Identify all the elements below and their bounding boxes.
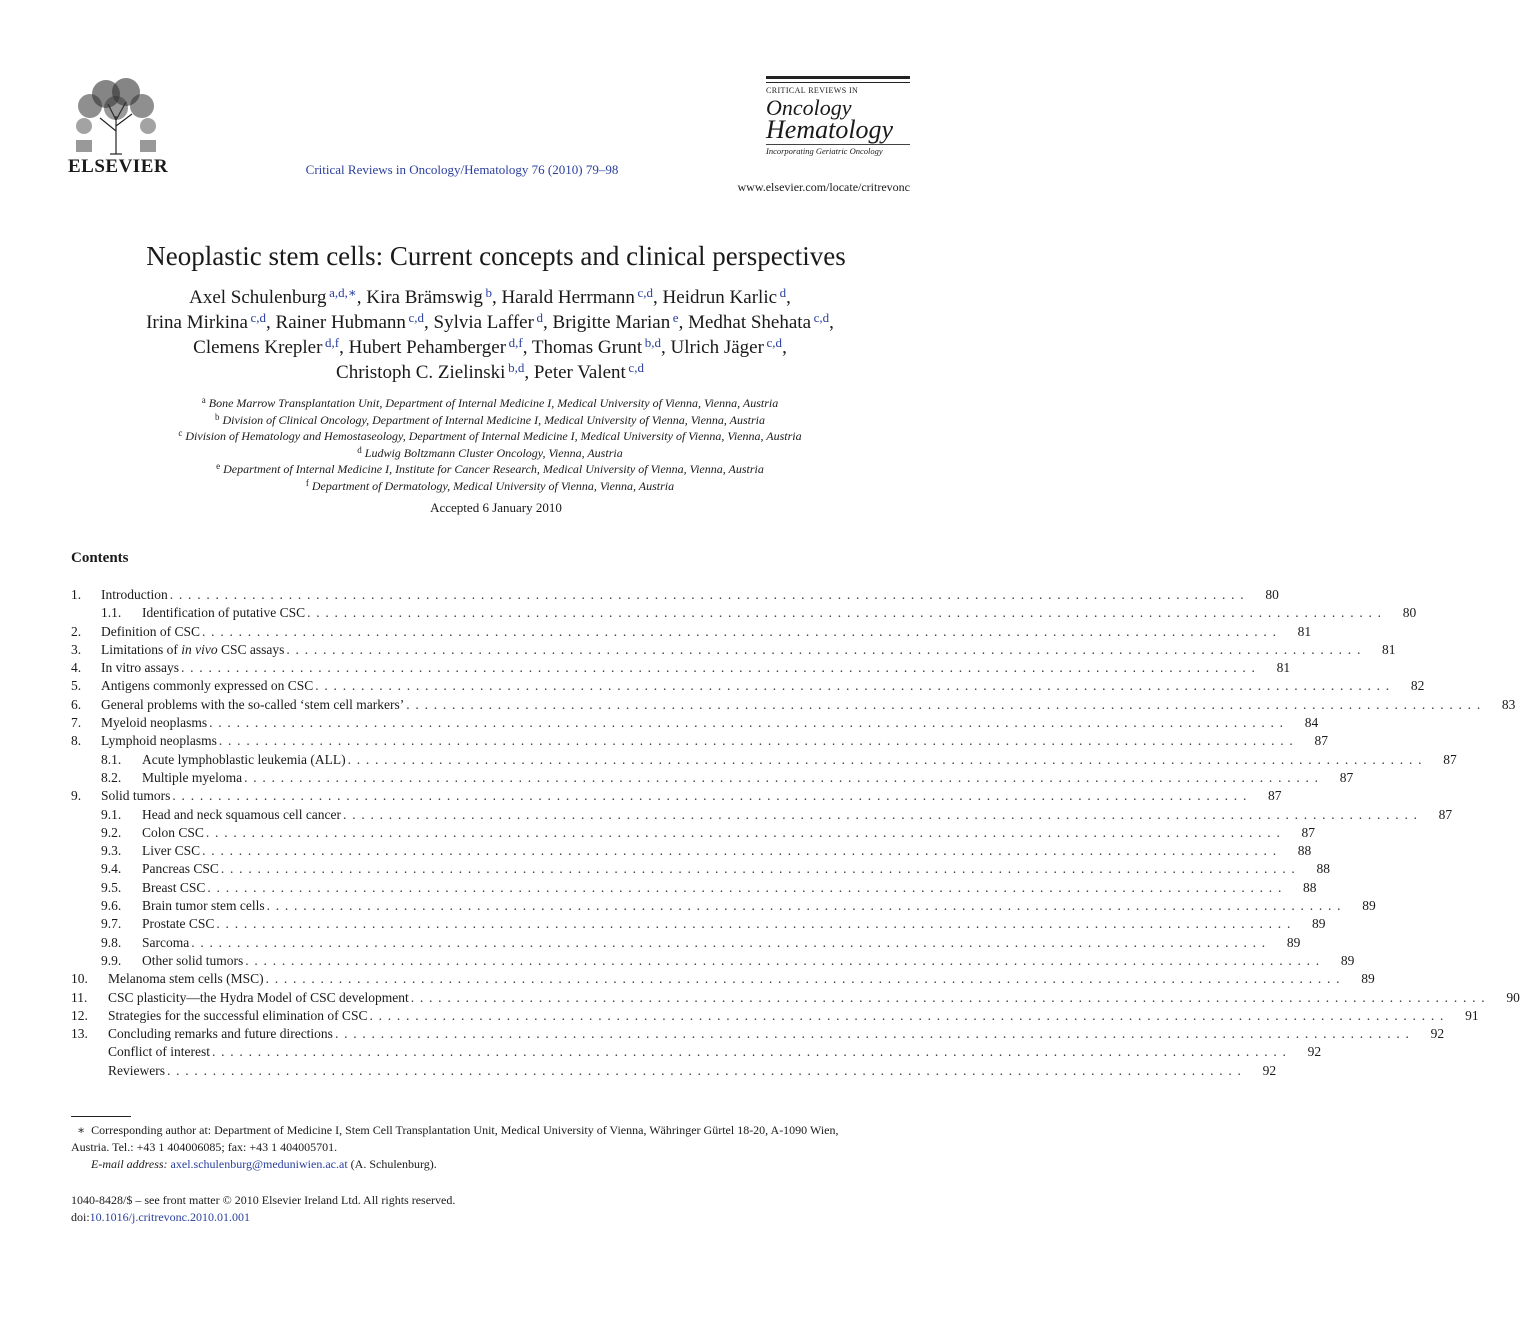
elsevier-tree-icon [70,76,162,156]
toc-page-number: 87 [1268,788,1282,804]
toc-leader-dots: . . . . . . . . . . . . . . . . . . . . . . . . . . . . . . . . . . . . . . . . . . . . . . . . . . . . . . . . . . . . . . . . . . . . . . . . . . . . . . . . . . . . . . . . . . . . . . . . . . . . . . . . . . . . . . . . . . . . . . [410,989,1486,1005]
author-affiliation-marks[interactable]: d,f [506,335,523,350]
toc-title: Prostate CSC [142,916,215,932]
toc-number: 13. [71,1026,88,1042]
toc-number: 9.6. [101,898,122,914]
toc-page-number: 88 [1303,879,1317,895]
toc-page-number: 80 [1265,587,1279,602]
toc-subsection[interactable] [71,860,1330,878]
toc-leader-dots: . . . . . . . . . . . . . . . . . . . . . . . . . . . . . . . . . . . . . . . . . . . . . . . . . . . . . . . . . . . . . . . . . . . . . . . . . . . . . . . . . . . . . . . . . . . . . . . . . . . . . . . . . . . . . . . . . . . . . . [211,1044,1288,1060]
affiliation-text: Ludwig Boltzmann Cluster Oncology, Vienna, Austria [361,445,623,460]
toc-leader-dots: . . . . . . . . . . . . . . . . . . . . . . . . . . . . . . . . . . . . . . . . . . . . . . . . . . . . . . . . . . . . . . . . . . . . . . . . . . . . . . . . . . . . . . . . . . . . . . . . . . . . . . . . . . . . . . . . . . . . . . [307,605,1383,621]
toc-number: 8. [71,733,82,749]
author [189,287,357,308]
toc-leader-dots: . . . . . . . . . . . . . . . . . . . . . . . . . . . . . . . . . . . . . . . . . . . . . . . . . . . . . . . . . . . . . . . . . . . . . . . . . . . . . . . . . . . . . . . . . . . . . . . . . . . . . . . . . . . . . . . . . . . . . . [172,788,1248,804]
author-name: Peter Valent [533,362,626,383]
toc-leader-dots: . . . . . . . . . . . . . . . . . . . . . . . . . . . . . . . . . . . . . . . . . . . . . . . . . . . . . . . . . . . . . . . . . . . . . . . . . . . . . . . . . . . . . . . . . . . . . . . . . . . . . . . . . . . . . . . . . . . . . . [286,641,1362,657]
toc-number: 7. [71,715,82,731]
toc-leader-dots: . . . . . . . . . . . . . . . . . . . . . . . . . . . . . . . . . . . . . . . . . . . . . . . . . . . . . . . . . . . . . . . . . . . . . . . . . . . . . . . . . . . . . . . . . . . . . . . . . . . . . . . . . . . . . . . . . . . . . . [406,696,1482,712]
toc-title: Strategies for the successful elimination of CSC [108,1007,368,1023]
toc-leader-dots: . . . . . . . . . . . . . . . . . . . . . . . . . . . . . . . . . . . . . . . . . . . . . . . . . . . . . . . . . . . . . . . . . . . . . . . . . . . . . . . . . . . . . . . . . . . . . . . . . . . . . . . . . . . . . . . . . . . . . . [216,916,1292,932]
footnote-text: Corresponding author at: Department of Medicine I, Stem Cell Transplantation Unit, Medical University of Vienna, Währinger Gürtel 18-20, A-1090 Wien, Austria. Tel.: +43 1 404006085; fax: +43 1 404005701. [71,1123,839,1154]
toc-number: 11. [71,989,88,1005]
toc-title: Concluding remarks and future directions [108,1026,333,1042]
masthead-top-line: CRITICAL REVIEWS IN [766,86,859,95]
table-of-contents [71,586,1520,1080]
toc-number: 9.3. [101,843,122,859]
toc-title: Breast CSC [142,879,206,895]
toc-subsection[interactable] [71,769,1354,787]
toc-page-number: 87 [1438,806,1453,822]
toc-section[interactable] [71,1062,1277,1080]
toc-section[interactable] [71,1025,1445,1043]
author-separator: , [424,312,434,333]
author [688,312,829,333]
affiliation-text: Department of Dermatology, Medical University of Vienna, Vienna, Austria [308,478,675,493]
toc-number: 9. [71,788,82,804]
author-separator: , [266,312,276,333]
author-affiliation-marks[interactable]: e [670,310,679,325]
toc-page-number: 81 [1276,660,1291,676]
journal-url[interactable]: www.elsevier.com/locate/critrevonc [737,180,910,194]
toc-page-number: 84 [1304,715,1319,731]
toc-leader-dots: . . . . . . . . . . . . . . . . . . . . . . . . . . . . . . . . . . . . . . . . . . . . . . . . . . . . . . . . . . . . . . . . . . . . . . . . . . . . . . . . . . . . . . . . . . . . . . . . . . . . . . . . . . . . . . . . . . . . . . [343,806,1419,822]
contents-heading: Contents [71,550,129,566]
toc-leader-dots: . . . . . . . . . . . . . . . . . . . . . . . . . . . . . . . . . . . . . . . . . . . . . . . . . . . . . . . . . . . . . . . . . . . . . . . . . . . . . . . . . . . . . . . . . . . . . . . . . . . . . . . . . . . . . . . . . . . . . . [202,843,1278,859]
author-separator: , [782,337,787,358]
affiliation-mark: e [216,461,221,471]
toc-subsection[interactable] [71,842,1312,860]
author-affiliation-marks[interactable]: d,f [322,335,340,350]
author-separator: , [356,287,367,308]
toc-leader-dots: . . . . . . . . . . . . . . . . . . . . . . . . . . . . . . . . . . . . . . . . . . . . . . . . . . . . . . . . . . . . . . . . . . . . . . . . . . . . . . . . . . . . . . . . . . . . . . . . . . . . . . . . . . . . . . . . . . . . . . [202,623,1278,639]
toc-page-number: 89 [1362,898,1376,914]
author-name: Ulrich Jäger [670,337,764,358]
author-affiliation-marks[interactable]: c,d [763,335,783,350]
toc-title: Sarcoma [142,934,190,950]
author-separator: , [829,312,834,333]
affiliation-mark: f [305,477,309,488]
author-affiliation-marks[interactable]: d [533,310,544,325]
toc-title: Head and neck squamous cell cancer [142,806,342,822]
toc-page-number: 87 [1301,824,1316,840]
toc-title: Solid tumors [101,788,171,804]
toc-number: 8.2. [101,769,122,785]
toc-page-number: 89 [1340,952,1355,968]
toc-page-number: 92 [1430,1026,1445,1042]
author-affiliation-marks[interactable]: d [777,285,787,300]
affiliation [70,461,910,478]
footnote-rule [71,1116,131,1117]
copyright-block [71,1192,455,1226]
footnote-email-line [71,1156,861,1173]
affiliation [70,428,910,445]
affiliation-text: Bone Marrow Transplantation Unit, Department of Internal Medicine I, Medical University of Vienna, Vienna, Austria [205,396,779,410]
doi-line [71,1209,455,1226]
toc-subsection[interactable] [71,824,1316,842]
toc-leader-dots: . . . . . . . . . . . . . . . . . . . . . . . . . . . . . . . . . . . . . . . . . . . . . . . . . . . . . . . . . . . . . . . . . . . . . . . . . . . . . . . . . . . . . . . . . . . . . . . . . . . . . . . . . . . . . . . . . . . . . . [209,715,1285,731]
toc-leader-dots: . . . . . . . . . . . . . . . . . . . . . . . . . . . . . . . . . . . . . . . . . . . . . . . . . . . . . . . . . . . . . . . . . . . . . . . . . . . . . . . . . . . . . . . . . . . . . . . . . . . . . . . . . . . . . . . . . . . . . . [265,971,1341,987]
corresponding-author-footnote [71,1122,861,1173]
paper-title: Neoplastic stem cells: Current concepts and clinical perspectives [146,241,846,271]
toc-section[interactable] [71,989,1520,1007]
toc-title: Introduction [101,587,168,602]
toc-number: 4. [71,660,82,676]
author-affiliation-marks[interactable]: b,d [642,335,662,350]
toc-page-number: 80 [1402,605,1417,621]
masthead-title-line1: Oncology [766,95,852,120]
doi-label: doi: [71,1210,90,1224]
toc-title: Identification of putative CSC [142,605,306,621]
author [193,337,339,358]
toc-number: 2. [71,623,82,639]
toc-title: Reviewers [108,1062,165,1078]
toc-leader-dots: . . . . . . . . . . . . . . . . . . . . . . . . . . . . . . . . . . . . . . . . . . . . . . . . . . . . . . . . . . . . . . . . . . . . . . . . . . . . . . . . . . . . . . . . . . . . . . . . . . . . . . . . . . . . . . . . . . . . . . [191,934,1267,950]
toc-section[interactable] [71,586,1279,604]
toc-leader-dots: . . . . . . . . . . . . . . . . . . . . . . . . . . . . . . . . . . . . . . . . . . . . . . . . . . . . . . . . . . . . . . . . . . . . . . . . . . . . . . . . . . . . . . . . . . . . . . . . . . . . . . . . . . . . . . . . . . . . . . [347,751,1423,767]
affiliation-mark: d [357,444,362,455]
toc-leader-dots: . . . . . . . . . . . . . . . . . . . . . . . . . . . . . . . . . . . . . . . . . . . . . . . . . . . . . . . . . . . . . . . . . . . . . . . . . . . . . . . . . . . . . . . . . . . . . . . . . . . . . . . . . . . . . . . . . . . . . . [207,879,1283,895]
author-affiliation-marks[interactable]: b [482,285,492,300]
toc-number: 9.5. [101,879,122,895]
author-name: Harald Herrmann [501,287,635,308]
affiliation [70,445,910,462]
author [553,312,679,333]
author-name: Axel Schulenburg [189,287,327,308]
toc-page-number: 92 [1307,1044,1322,1060]
author-affiliation-marks[interactable]: c,d [625,360,644,375]
toc-title: Colon CSC [142,824,204,840]
author [349,337,523,358]
toc-leader-dots: . . . . . . . . . . . . . . . . . . . . . . . . . . . . . . . . . . . . . . . . . . . . . . . . . . . . . . . . . . . . . . . . . . . . . . . . . . . . . . . . . . . . . . . . . . . . . . . . . . . . . . . . . . . . . . . . . . . . . . [220,861,1296,877]
author [276,312,424,333]
doi-link[interactable]: 10.1016/j.critrevonc.2010.01.001 [89,1210,250,1224]
toc-section[interactable] [71,714,1319,732]
author-name: Clemens Krepler [193,337,323,358]
toc-section[interactable] [71,677,1425,695]
toc-title: Lymphoid neoplasms [101,733,217,749]
toc-subsection[interactable] [71,897,1376,915]
toc-page-number: 83 [1501,696,1516,712]
author [501,287,653,308]
toc-page-number: 89 [1312,916,1326,932]
email-suffix: (A. Schulenburg). [350,1157,437,1171]
toc-section[interactable] [71,696,1516,714]
toc-page-number: 89 [1361,971,1375,987]
author-separator: , [786,287,791,308]
author-name: Rainer Hubmann [275,312,406,333]
masthead-rule [766,76,910,79]
affiliation [70,478,910,495]
author-name: Medhat Shehata [688,312,812,333]
toc-number: 12. [71,1007,88,1023]
toc-page-number: 88 [1297,843,1312,859]
author-name: Brigitte Marian [552,312,671,333]
footnote-text-line [71,1122,861,1156]
toc-subsection[interactable] [71,879,1317,897]
toc-page-number: 92 [1262,1062,1277,1078]
copyright-text: 1040-8428/$ – see front matter © 2010 Elsevier Ireland Ltd. All rights reserved. [71,1193,456,1207]
footnote-marker: ∗ [77,1123,86,1137]
author [663,287,787,308]
author-list [70,285,910,385]
toc-title: Melanoma stem cells (MSC) [108,971,264,987]
toc-section[interactable] [71,659,1291,677]
author-separator: , [661,337,671,358]
toc-leader-dots: . . . . . . . . . . . . . . . . . . . . . . . . . . . . . . . . . . . . . . . . . . . . . . . . . . . . . . . . . . . . . . . . . . . . . . . . . . . . . . . . . . . . . . . . . . . . . . . . . . . . . . . . . . . . . . . . . . . . . . [205,824,1282,840]
toc-section[interactable] [71,732,1328,750]
toc-subsection[interactable] [71,934,1301,952]
affiliation-text: Division of Hematology and Hemostaseology, Department of Internal Medicine I, Medical University of Vienna, Vienna, Austria [182,429,802,443]
toc-subsection[interactable] [71,952,1355,970]
toc-section[interactable] [71,1007,1479,1025]
toc-number: 6. [71,696,82,712]
toc-title: Liver CSC [142,843,201,859]
toc-leader-dots: . . . . . . . . . . . . . . . . . . . . . . . . . . . . . . . . . . . . . . . . . . . . . . . . . . . . . . . . . . . . . . . . . . . . . . . . . . . . . . . . . . . . . . . . . . . . . . . . . . . . . . . . . . . . . . . . . . . . . . [166,1062,1243,1078]
toc-title: Myeloid neoplasms [101,715,208,731]
toc-title: Conflict of interest [108,1044,210,1060]
email-label: E-mail address: [91,1157,168,1171]
toc-title: CSC plasticity—the Hydra Model of CSC development [108,989,409,1005]
toc-page-number: 81 [1297,623,1312,639]
toc-section[interactable] [71,623,1312,641]
toc-page-number: 87 [1339,769,1354,785]
affiliation-text: Division of Clinical Oncology, Department of Internal Medicine I, Medical University of Vienna, Vienna, Austria [219,412,766,427]
toc-page-number: 90 [1506,989,1520,1005]
toc-number: 9.2. [101,824,122,840]
toc-number: 8.1. [101,751,122,767]
author [532,337,661,358]
toc-section[interactable] [71,1043,1322,1061]
toc-number: 1. [71,587,82,602]
masthead-title-line2: Hematology [766,115,894,144]
journal-masthead [766,76,910,156]
author-name: Christoph C. Zielinski [336,362,506,383]
affiliation [70,395,910,412]
toc-title: Other solid tumors [142,952,244,968]
author-name: Sylvia Laffer [433,312,534,333]
toc-number: 9.9. [101,952,122,968]
author [336,362,524,383]
author [366,287,492,308]
toc-title: Pancreas CSC [142,861,219,877]
author-affiliation-marks[interactable]: b,d [505,360,525,375]
toc-title: Limitations of in vivo CSC assays [101,641,285,657]
toc-number: 3. [71,641,82,657]
toc-number: 9.7. [101,916,122,932]
toc-page-number: 87 [1314,733,1328,749]
toc-subsection[interactable] [71,751,1457,769]
toc-page-number: 88 [1316,861,1330,877]
author-affiliation-marks[interactable]: c,d [247,310,267,325]
toc-number: 9.8. [101,934,122,950]
author-affiliation-marks[interactable]: c,d [811,310,830,325]
toc-number: 5. [71,678,82,694]
affiliation-list [70,395,910,494]
masthead-rule [766,82,910,83]
author-name: Thomas Grunt [531,337,643,358]
affiliation-mark: c [178,428,183,438]
toc-subsection[interactable] [71,604,1417,622]
toc-title: Brain tumor stem cells [142,898,265,914]
toc-leader-dots: . . . . . . . . . . . . . . . . . . . . . . . . . . . . . . . . . . . . . . . . . . . . . . . . . . . . . . . . . . . . . . . . . . . . . . . . . . . . . . . . . . . . . . . . . . . . . . . . . . . . . . . . . . . . . . . . . . . . . . [369,1007,1445,1023]
author-affiliation-marks[interactable]: c,d [405,310,424,325]
author-separator: , [678,312,689,333]
toc-page-number: 82 [1410,678,1425,694]
toc-leader-dots: . . . . . . . . . . . . . . . . . . . . . . . . . . . . . . . . . . . . . . . . . . . . . . . . . . . . . . . . . . . . . . . . . . . . . . . . . . . . . . . . . . . . . . . . . . . . . . . . . . . . . . . . . . . . . . . . . . . . . . [334,1026,1411,1042]
toc-number: 10. [71,971,88,987]
toc-leader-dots: . . . . . . . . . . . . . . . . . . . . . . . . . . . . . . . . . . . . . . . . . . . . . . . . . . . . . . . . . . . . . . . . . . . . . . . . . . . . . . . . . . . . . . . . . . . . . . . . . . . . . . . . . . . . . . . . . . . . . . [181,660,1257,676]
toc-page-number: 91 [1465,1007,1479,1023]
toc-leader-dots: . . . . . . . . . . . . . . . . . . . . . . . . . . . . . . . . . . . . . . . . . . . . . . . . . . . . . . . . . . . . . . . . . . . . . . . . . . . . . . . . . . . . . . . . . . . . . . . . . . . . . . . . . . . . . . . . . . . . . . [218,733,1294,749]
author [671,337,783,358]
toc-number: 9.4. [101,861,122,877]
author-separator: , [522,337,532,358]
toc-section[interactable] [71,970,1375,988]
toc-leader-dots: . . . . . . . . . . . . . . . . . . . . . . . . . . . . . . . . . . . . . . . . . . . . . . . . . . . . . . . . . . . . . . . . . . . . . . . . . . . . . . . . . . . . . . . . . . . . . . . . . . . . . . . . . . . . . . . . . . . . . . [266,898,1342,914]
email-link[interactable]: axel.schulenburg@meduniwien.ac.at [170,1157,348,1171]
toc-leader-dots: . . . . . . . . . . . . . . . . . . . . . . . . . . . . . . . . . . . . . . . . . . . . . . . . . . . . . . . . . . . . . . . . . . . . . . . . . . . . . . . . . . . . . . . . . . . . . . . . . . . . . . . . . . . . . . . . . . . . . . [244,769,1320,785]
masthead-subtitle: Incorporating Geriatric Oncology [766,144,910,156]
affiliation [70,412,910,429]
author [534,362,644,383]
toc-section[interactable] [71,641,1396,659]
toc-title: Multiple myeloma [142,769,243,785]
toc-subsection[interactable] [71,915,1326,933]
affiliation-mark: b [214,411,220,422]
toc-number: 1.1. [101,605,122,621]
author [434,312,544,333]
affiliation-text: Department of Internal Medicine I, Institute for Cancer Research, Medical University of Vienna, Vienna, Austria [220,462,764,476]
toc-subsection[interactable] [71,806,1453,824]
affiliation-mark: a [201,395,206,405]
author-name: Hubert Pehamberger [348,337,507,358]
author-name: Heidrun Karlic [662,287,778,308]
author [146,312,266,333]
toc-section[interactable] [71,787,1282,805]
toc-title: In vitro assays [101,660,179,676]
toc-title: Definition of CSC [101,623,201,639]
author-separator: , [524,362,534,383]
toc-page-number: 89 [1286,934,1301,950]
toc-leader-dots: . . . . . . . . . . . . . . . . . . . . . . . . . . . . . . . . . . . . . . . . . . . . . . . . . . . . . . . . . . . . . . . . . . . . . . . . . . . . . . . . . . . . . . . . . . . . . . . . . . . . . . . . . . . . . . . . . . . . . . [315,678,1391,694]
author-separator: , [491,287,502,308]
author-name: Kira Brämswig [366,287,483,308]
toc-page-number: 81 [1382,641,1396,657]
accepted-date: Accepted 6 January 2010 [430,500,562,515]
author-separator: , [339,337,349,358]
toc-leader-dots: . . . . . . . . . . . . . . . . . . . . . . . . . . . . . . . . . . . . . . . . . . . . . . . . . . . . . . . . . . . . . . . . . . . . . . . . . . . . . . . . . . . . . . . . . . . . . . . . . . . . . . . . . . . . . . . . . . . . . . [169,587,1245,602]
toc-page-number: 87 [1443,751,1457,767]
author-name: Irina Mirkina [146,312,248,333]
toc-leader-dots: . . . . . . . . . . . . . . . . . . . . . . . . . . . . . . . . . . . . . . . . . . . . . . . . . . . . . . . . . . . . . . . . . . . . . . . . . . . . . . . . . . . . . . . . . . . . . . . . . . . . . . . . . . . . . . . . . . . . . . [245,952,1321,968]
author-separator: , [653,287,663,308]
journal-citation[interactable]: Critical Reviews in Oncology/Hematology 76 (2010) 79–98 [305,162,619,177]
author-affiliation-marks[interactable]: c,d [634,285,654,300]
toc-number: 9.1. [101,806,122,822]
publisher-name: ELSEVIER [68,156,169,177]
toc-title: Acute lymphoblastic leukemia (ALL) [142,751,346,767]
toc-title: Antigens commonly expressed on CSC [101,678,314,694]
author-separator: , [543,312,553,333]
toc-title: General problems with the so-called ‘stem cell markers’ [101,696,405,712]
author-affiliation-marks[interactable]: a,d,∗ [326,285,357,300]
